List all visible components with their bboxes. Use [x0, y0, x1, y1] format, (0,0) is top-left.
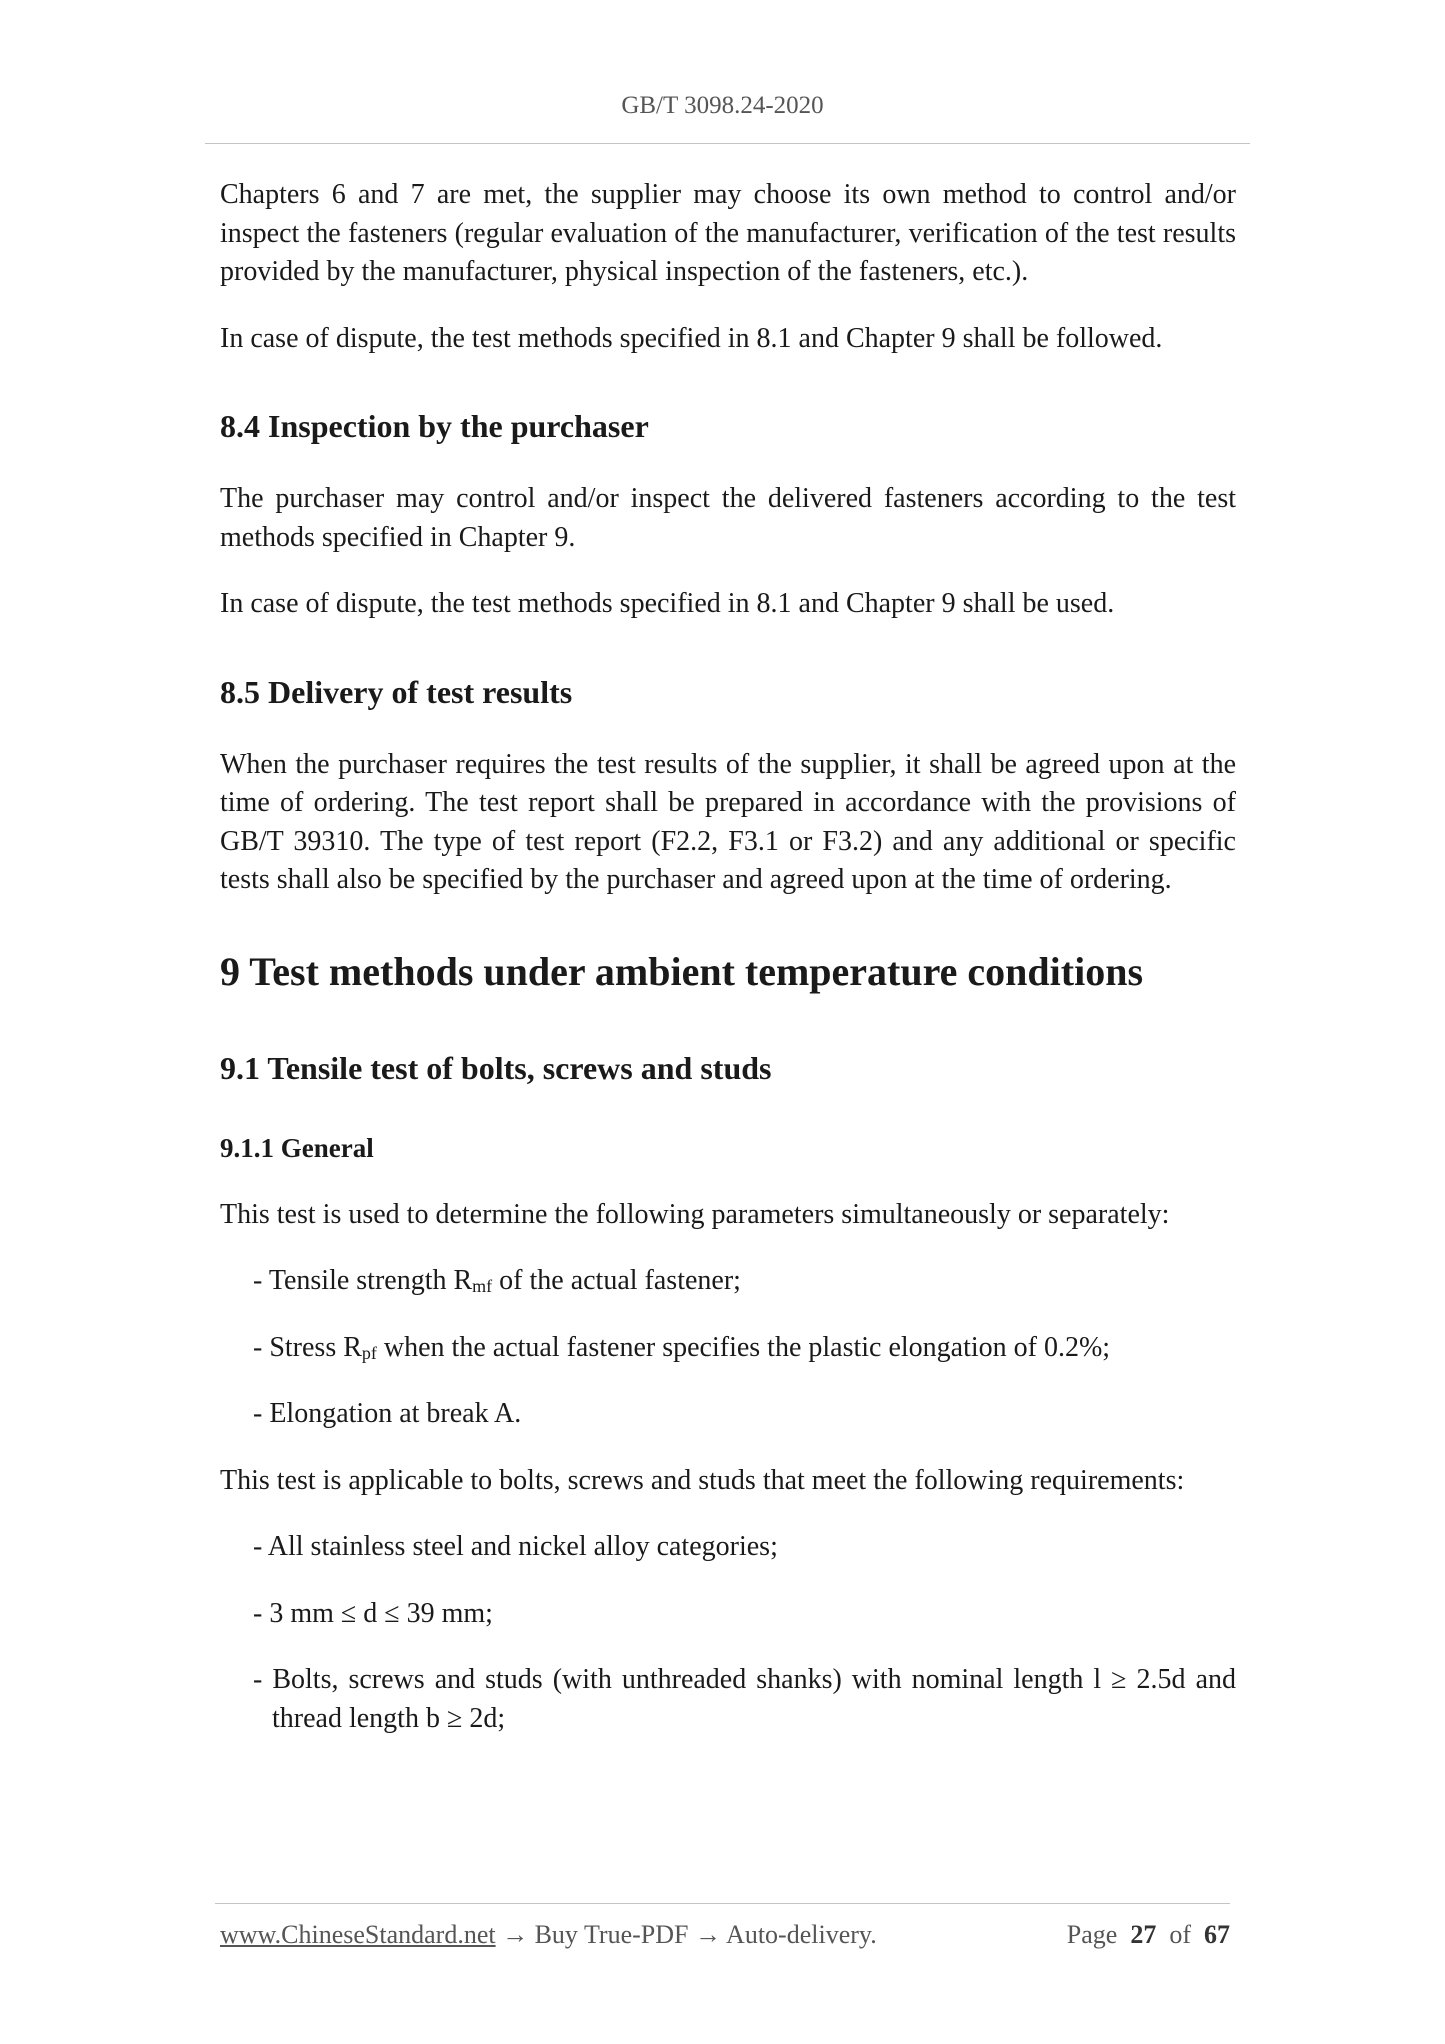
paragraph-test-purpose: This test is used to determine the following parameters simultaneously or separately:	[220, 1198, 1170, 1230]
page-number: Page 27 of 67	[1066, 1920, 1230, 1949]
section-heading-8-4: 8.4 Inspection by the purchaser	[220, 408, 649, 444]
list-item-materials: - All stainless steel and nickel alloy categories;	[253, 1531, 778, 1562]
footer-promo-text: → Buy True-PDF → Auto-delivery.	[495, 1920, 877, 1949]
section-heading-9-1: 9.1 Tensile test of bolts, screws and studs	[220, 1049, 772, 1086]
paragraph-8-4-inspection: The purchaser may control and/or inspect the delivered fasteners according to the test methods specified in Chapter 9.	[220, 483, 1236, 553]
list-item-stress: - Stress $R_{pf}$ when the actual fastener specifies the plastic elongation of 0.2%;	[253, 1331, 1111, 1363]
website-link[interactable]: www.ChineseStandard.net	[220, 1920, 496, 1949]
paragraph-8-5-delivery: When the purchaser requires the test results of the supplier, it shall be agreed upon at the time of ordering. The test report shall be prepared in accordance with the provisions of GB/T 39310. The type of test report (F2.2, F3.1 or F3.2) and any additional or specific tests shall also be specified by the purchaser and agreed upon at the time of ordering.	[220, 748, 1236, 895]
paragraph-continuation: Chapters 6 and 7 are met, the supplier may choose its own method to control and/or inspect the fasteners (regular evaluation of the manufacturer, verification of the test results provided by the manufacturer, physical inspection of the fasteners, etc.).	[220, 179, 1236, 287]
chapter-heading-9: 9 Test methods under ambient temperature conditions	[220, 948, 1144, 994]
list-item-elongation: - Elongation at break A.	[253, 1398, 522, 1429]
footer-promo	[220, 1920, 877, 1950]
paragraph-8-4-dispute: In case of dispute, the test methods specified in 8.1 and Chapter 9 shall be used.	[220, 588, 1115, 619]
paragraph-applicability: This test is applicable to bolts, screws and studs that meet the following requirements:	[220, 1464, 1185, 1496]
page-content	[220, 176, 1236, 1738]
list-item-tensile-strength: - Tensile strength $R_{mf}$ of the actual fastener;	[253, 1265, 741, 1296]
paragraph-dispute: In case of dispute, the test methods specified in 8.1 and Chapter 9 shall be followed.	[220, 322, 1163, 354]
list-item-length-requirement: - Bolts, screws and studs (with unthreaded shanks) with nominal length l ≥ 2.5d and thread length b ≥ 2d;	[253, 1664, 1236, 1734]
subsection-heading-9-1-1: 9.1.1 General	[220, 1132, 374, 1163]
footer-divider	[215, 1903, 1230, 1904]
header-divider	[205, 143, 1250, 144]
section-heading-8-5: 8.5 Delivery of test results	[220, 673, 573, 710]
document-header-id: GB/T 3098.24-2020	[621, 92, 824, 119]
current-page: 27	[1130, 1920, 1157, 1949]
list-item-diameter-range: - 3 mm ≤ d ≤ 39 mm;	[253, 1597, 493, 1629]
total-pages: 67	[1204, 1920, 1230, 1949]
